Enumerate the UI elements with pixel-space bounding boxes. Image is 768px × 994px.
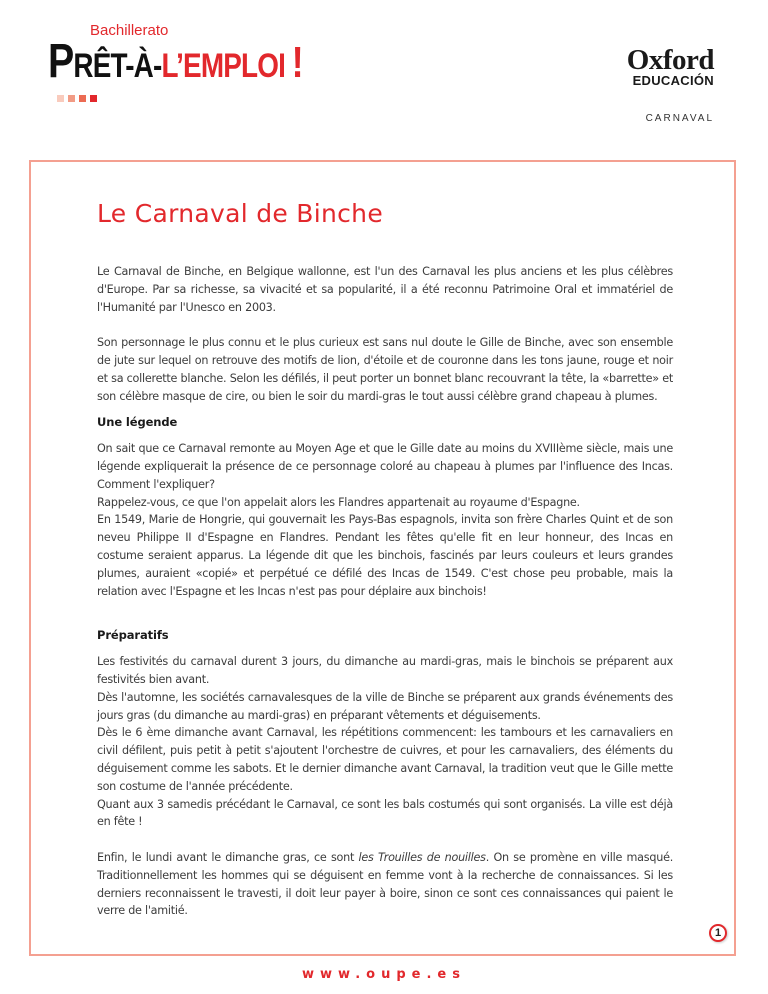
footer-website-link[interactable]: www.oupe.es [302,967,466,982]
article-body [97,263,673,920]
square-1 [57,95,64,102]
article-title: Le Carnaval de Binche [97,199,384,228]
brand-squares-decoration [57,95,97,102]
closing-text-after: . On se promène en ville masqué. Traditionnellement les hommes qui se déguisent en femme vont à la recherche de connaissances. Si les derniers reconnaissent le travesti, il doit leur payer à boire, sinon ce sont ces connaissances qui paient le verre de l'amitié. [97,850,674,918]
section-heading-legende: Une légende [97,415,178,430]
intro-paragraph-2: Son personnage le plus connu et le plus curieux est sans nul doute le Gille de Binche, avec son ensemble de jute sur lequel on retrouve des motifs de lion, d'étoile et de couronne dans les tons jaune, rouge et noir et sa collerette blanche. Selon les défilés, il peut porter un bonnet blanc recouvrant la tête, la «barrette» et son célèbre masque de cire, ou bien le soir du mardi-gras le tout aussi célèbre grand chapeau à plumes. [97,336,673,403]
square-4 [90,95,97,102]
closing-text-before: Enfin, le lundi avant le dimanche gras, ce sont [97,850,359,864]
square-2 [68,95,75,102]
publisher-name: Oxford [626,44,714,76]
preparatifs-paragraph-4: Quant aux 3 samedis précédant le Carnaval, ce sont les bals costumés qui sont organisés. La ville est déjà en fête ! [97,797,673,829]
preparatifs-paragraph-1: Les festivités du carnaval durent 3 jours, du dimanche au mardi-gras, mais le binchois se préparent aux festivités bien avant. [97,655,673,686]
brand-black-part: RÊT-À- [73,47,162,85]
section-heading-preparatifs: Préparatifs [97,628,169,643]
page-number-badge: 1 [709,924,727,942]
intro-paragraph-1: Le Carnaval de Binche, en Belgique wallonne, est l'un des Carnaval les plus anciens et les plus célèbres d'Europe. Par sa richesse, sa vivacité et sa popularité, il a été reconnu Patrimoine Oral et immatériel de l'Humanité par l'Unesco en 2003. [97,265,673,314]
closing-italic-term: les Trouilles de nouilles [358,850,486,864]
brand-exclamation: ! [291,38,303,87]
legende-paragraph-1: On sait que ce Carnaval remonte au Moyen Age et que le Gille date au moins du XVIIIème siècle, mais une légende expliquerait la présence de ce personnage coloré au chapeau à plumes par l'influence des Incas. Comment l'expliquer? [97,442,673,491]
section-label: CARNAVAL [645,113,714,124]
brand-subtitle: Bachillerato [90,22,169,39]
preparatifs-closing-paragraph [97,849,673,920]
publisher-logo [614,44,714,89]
brand-red-part: L’EMPLOI [161,47,286,85]
square-3 [79,95,86,102]
legende-paragraph-2: Rappelez-vous, ce que l'on appelait alors les Flandres appartenait au royaume d'Espagne. [97,495,580,509]
brand-initial: P [48,35,74,88]
preparatifs-paragraph-2: Dès l'automne, les sociétés carnavalesques de la ville de Binche se préparent aux grands événements des jours gras (du dimanche au mardi-gras) en préparant vêtements et déguisements. [97,690,673,722]
brand-wordmark [48,34,303,89]
preparatifs-paragraph-3: Dès le 6 ème dimanche avant Carnaval, les répétitions commencent: les tambours et les carnavaliers en civil défilent, puis petit à petit s'ajoutent l'orchestre de cuivres, et pour les carnavaliers, des éléments du déguisement comme les sabots. Et le dernier dimanche avant Carnaval, la tradition veut que le Gille mette son costume de l'année précédente. [97,726,673,793]
legende-paragraph-3: En 1549, Marie de Hongrie, qui gouvernait les Pays-Bas espagnols, invita son frère Charles Quint et de son neveu Philippe II d'Espagne en Flandres. Pendant les fêtes qu'elle fit en leur honneur, des Incas en costume seraient apparus. La légende dit que les binchois, fascinés par leurs couleurs et leurs grandes plumes, auraient «copié» et perpétué ce défilé des Incas de 1549. C'est chose peu probable, mais la relation avec l'Espagne et les Incas n'est pas pour déplaire aux binchois! [97,513,673,598]
publisher-division: EDUCACIÓN [632,73,714,88]
